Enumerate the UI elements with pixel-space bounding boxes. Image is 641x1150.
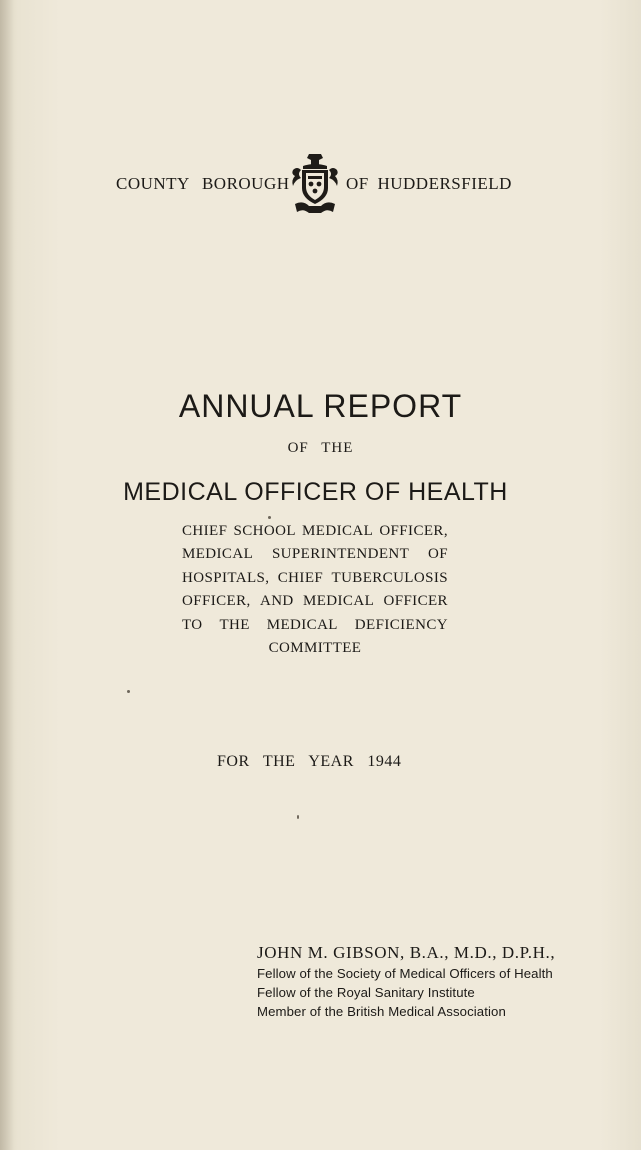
report-subtitle: MEDICAL OFFICER OF HEALTH xyxy=(123,478,508,506)
role-word: CHIEF xyxy=(182,523,228,539)
role-word: HOSPITALS, xyxy=(182,569,270,586)
author-credential: Fellow of the Royal Sanitary Institute xyxy=(257,985,475,1001)
paper-speck xyxy=(127,690,130,693)
role-word: OFFICER, xyxy=(182,593,251,610)
role-line xyxy=(182,614,448,637)
role-word: OFFICER xyxy=(383,593,448,610)
role-word: TUBERCULOSIS xyxy=(331,569,448,586)
paper-speck xyxy=(297,815,299,819)
coat-of-arms-icon xyxy=(287,152,343,218)
paper-speck xyxy=(268,516,271,519)
role-word: THE xyxy=(219,616,250,633)
role-word: AND xyxy=(259,593,294,610)
role-word: MEDICAL xyxy=(302,523,374,539)
roles-block xyxy=(182,520,448,660)
role-word: DEFICIENCY xyxy=(354,616,448,633)
role-word: OFFICER, xyxy=(379,523,448,539)
role-word: MEDICAL xyxy=(266,616,338,633)
role-word: SUPERINTENDENT xyxy=(271,546,410,563)
role-word: TO xyxy=(182,616,203,633)
role-line xyxy=(182,543,448,566)
role-word: OF xyxy=(428,546,448,563)
role-line xyxy=(182,520,448,543)
role-line xyxy=(182,567,448,590)
role-word: SCHOOL xyxy=(233,523,296,539)
role-word: CHIEF xyxy=(277,569,324,586)
of-the-text: OF THE xyxy=(287,440,354,456)
role-word: MEDICAL xyxy=(303,593,375,610)
report-title: ANNUAL REPORT xyxy=(178,388,463,424)
role-line xyxy=(182,637,448,660)
author-credential: Fellow of the Society of Medical Officers of Health xyxy=(257,966,553,981)
author-block xyxy=(257,942,587,1022)
header-right-text: OF HUDDERSFIELD xyxy=(346,174,512,193)
role-line xyxy=(182,590,448,613)
header xyxy=(0,170,641,210)
author-name: JOHN M. GIBSON, B.A., M.D., D.P.H., xyxy=(257,943,556,962)
author-credential: Member of the British Medical Association xyxy=(257,1004,506,1020)
role-word: COMMITTEE xyxy=(268,640,362,657)
role-word: MEDICAL xyxy=(182,546,254,563)
header-left-text: COUNTY BOROUGH xyxy=(116,174,290,193)
year-line: FOR THE YEAR 1944 xyxy=(217,753,402,770)
